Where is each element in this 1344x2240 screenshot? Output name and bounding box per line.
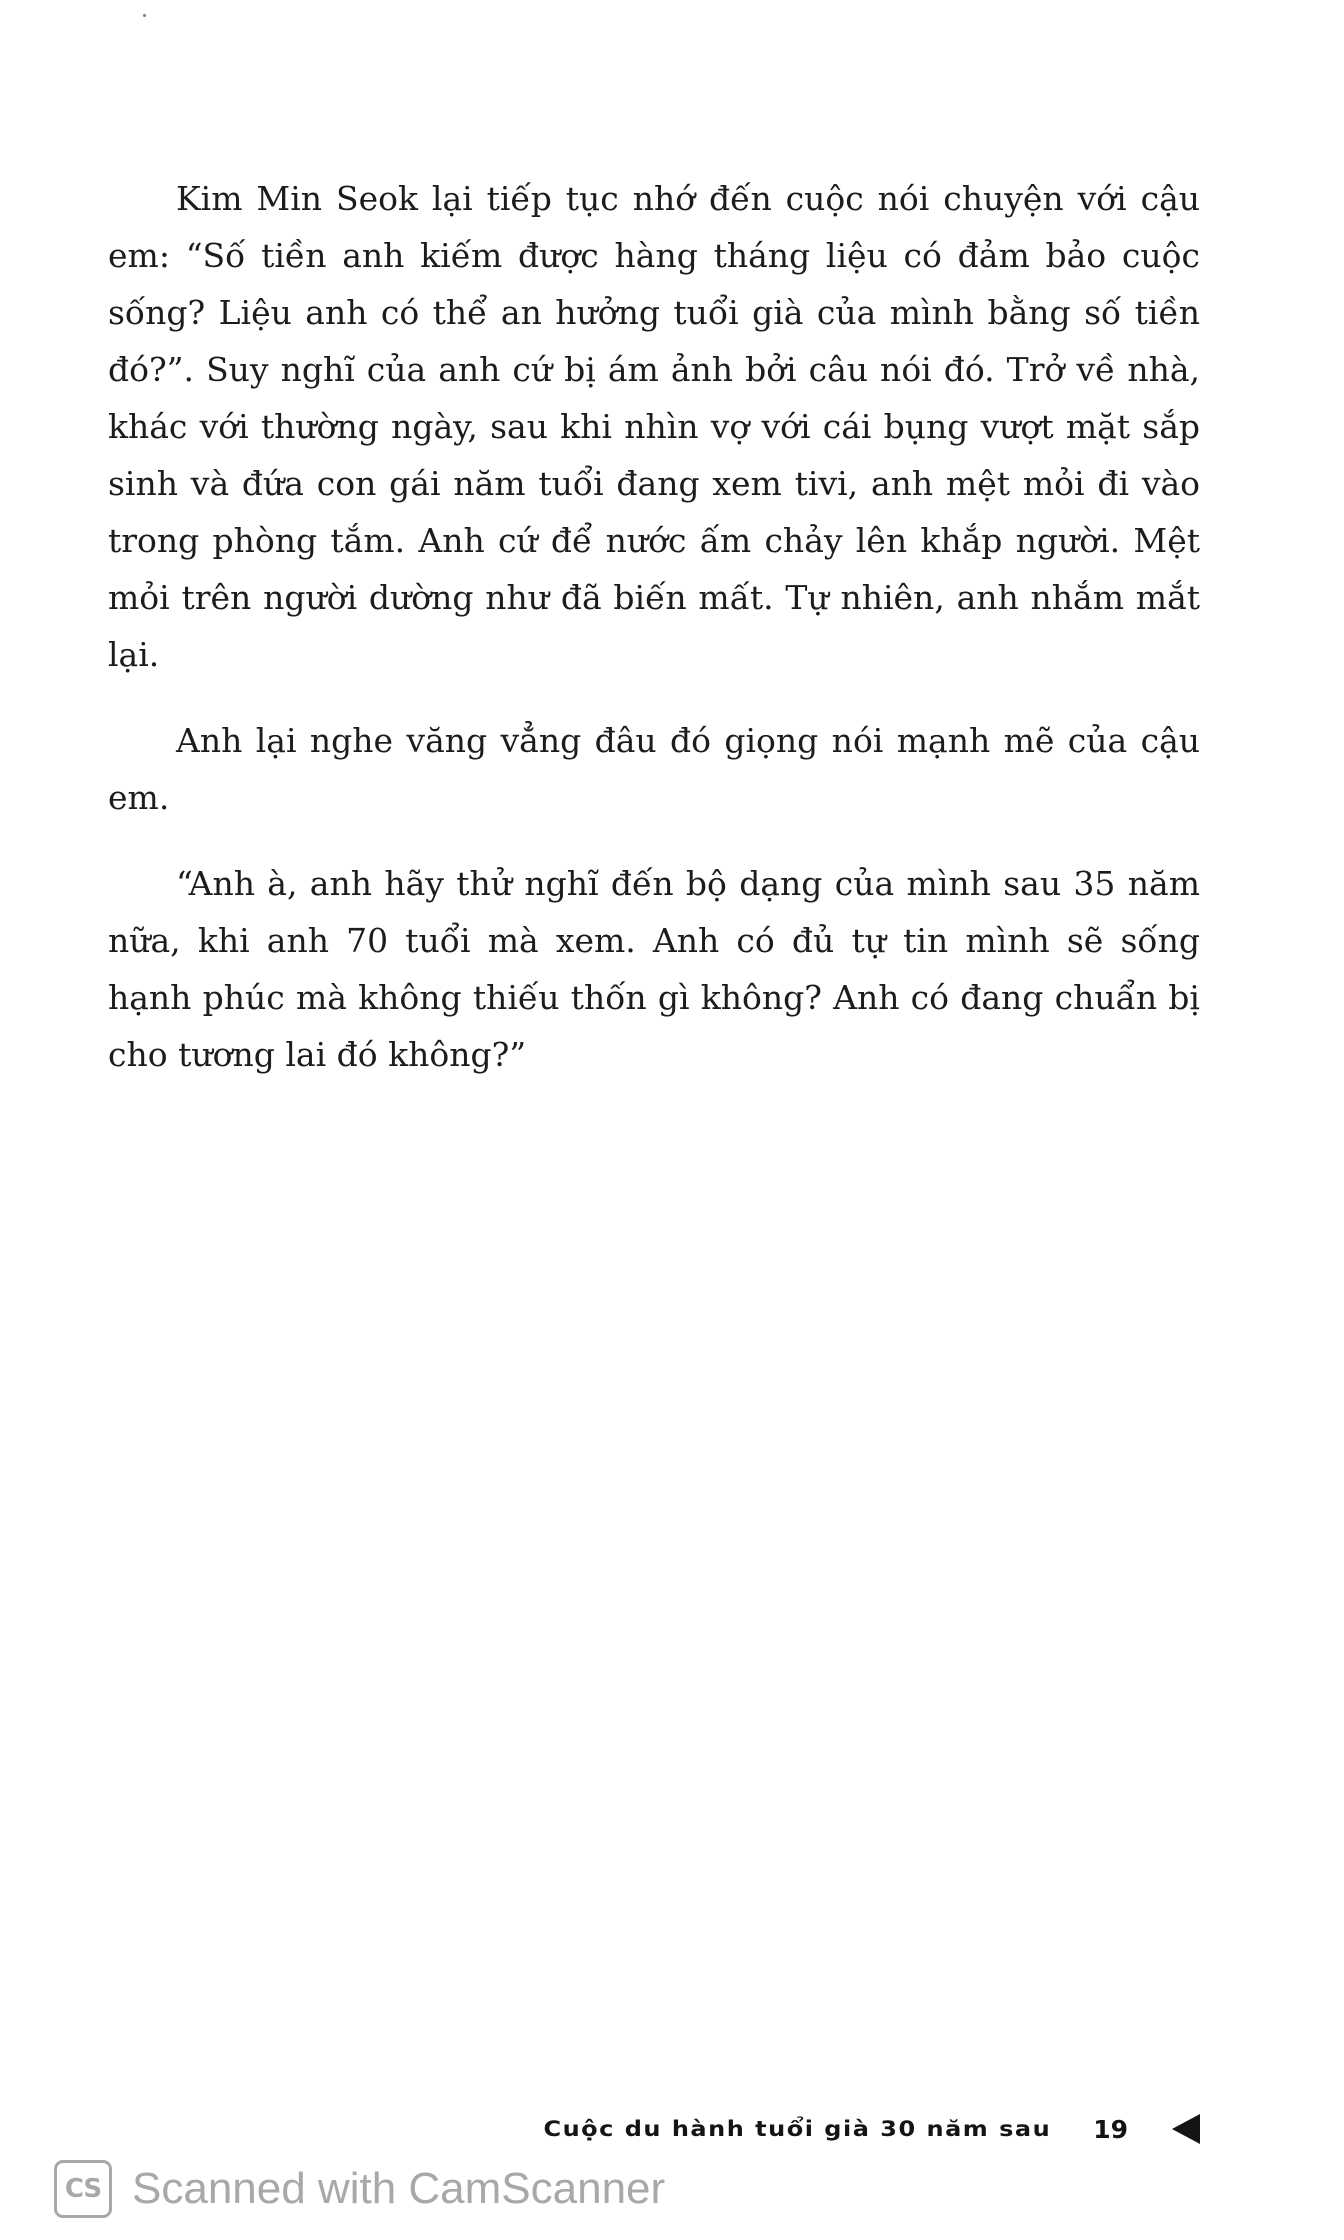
body-text xyxy=(108,170,1200,1112)
left-triangle-icon xyxy=(1172,2114,1200,2144)
camscanner-logo-icon: CS xyxy=(54,2160,112,2218)
paragraph-1: Kim Min Seok lại tiếp tục nhớ đến cuộc nói chuyện với cậu em: “Số tiền anh kiếm được hàng tháng liệu có đảm bảo cuộc sống? Liệu anh có thể an hưởng tuổi già của mình bằng số tiền đó?”. Suy nghĩ của anh cứ bị ám ảnh bởi câu nói đó. Trở về nhà, khác với thường ngày, sau khi nhìn vợ với cái bụng vượt mặt sắp sinh và đứa con gái năm tuổi đang xem tivi, anh mệt mỏi đi vào trong phòng tắm. Anh cứ để nước ấm chảy lên khắp người. Mệt mỏi trên người dường như đã biến mất. Tự nhiên, anh nhắm mắt lại. xyxy=(108,179,1200,674)
watermark-text: Scanned with CamScanner xyxy=(132,2164,666,2213)
paragraph-2: Anh lại nghe văng vẳng đâu đó giọng nói mạnh mẽ của cậu em. xyxy=(108,721,1200,817)
paragraph-3: “Anh à, anh hãy thử nghĩ đến bộ dạng của mình sau 35 năm nữa, khi anh 70 tuổi mà xem. Anh có đủ tự tin mình sẽ sống hạnh phúc mà không thiếu thốn gì không? Anh có đang chuẩn bị cho tương lai đó không?” xyxy=(108,864,1200,1074)
page-number: 19 xyxy=(1093,2114,1128,2144)
camscanner-watermark xyxy=(54,2158,665,2220)
page-footer xyxy=(520,2106,1200,2152)
running-title: Cuộc du hành tuổi già 30 năm sau xyxy=(543,2116,1052,2142)
scan-speck xyxy=(143,14,146,17)
